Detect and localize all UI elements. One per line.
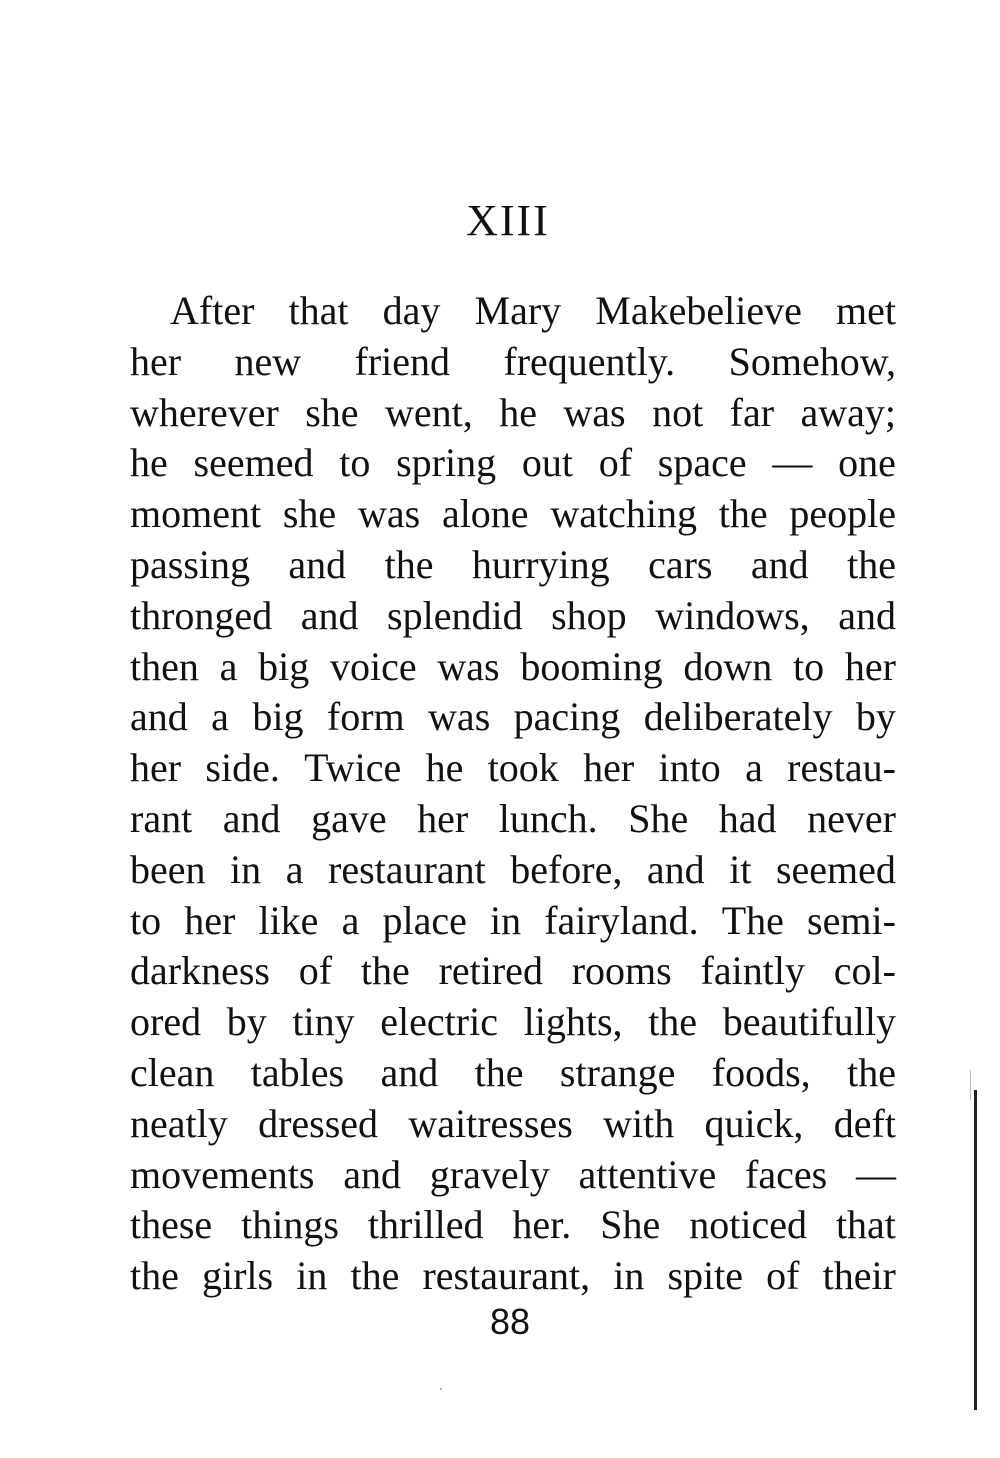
word: rooms	[571, 948, 672, 994]
text-line	[130, 692, 896, 743]
word: was	[563, 389, 626, 435]
word: ored	[130, 999, 202, 1045]
word: and	[300, 592, 359, 638]
word: the	[474, 1049, 524, 1095]
word: semi-	[807, 897, 896, 943]
word: he	[499, 389, 537, 435]
word: spite	[667, 1253, 744, 1299]
word: met	[835, 288, 896, 333]
text-line	[130, 1099, 896, 1150]
word: Mary	[474, 288, 562, 333]
word: her	[130, 745, 182, 791]
word: he	[425, 745, 464, 791]
word: the	[350, 1253, 400, 1299]
word: to	[792, 643, 825, 689]
word: like	[258, 897, 319, 943]
word: a	[341, 897, 360, 943]
word: The	[721, 897, 784, 943]
word: new	[234, 338, 302, 384]
word: windows,	[655, 592, 810, 638]
word: faintly	[700, 948, 805, 994]
word: tables	[250, 1049, 345, 1095]
word: things	[241, 1202, 339, 1248]
text-line	[130, 438, 896, 489]
word: was	[428, 694, 491, 740]
word: deft	[833, 1100, 896, 1146]
text-line	[130, 388, 896, 439]
word: to	[130, 897, 162, 943]
word: dressed	[258, 1100, 379, 1146]
word: frequently.	[503, 338, 676, 384]
word: waitresses	[408, 1100, 573, 1146]
word: her	[844, 643, 896, 689]
word: passing	[130, 541, 250, 587]
word: to	[339, 440, 371, 486]
word: —	[772, 440, 813, 486]
word: day	[382, 288, 441, 333]
word: gravely	[429, 1151, 550, 1197]
text-line	[130, 997, 896, 1048]
word: out	[521, 440, 573, 486]
word: had	[718, 795, 777, 841]
word: quick,	[704, 1100, 804, 1146]
word: After	[170, 288, 255, 333]
word: one	[838, 440, 896, 486]
word: and	[380, 1049, 439, 1095]
text-line	[130, 1200, 896, 1251]
word: faces	[745, 1151, 828, 1197]
word: seemed	[193, 440, 314, 486]
word: and	[288, 541, 347, 587]
word: down	[683, 643, 773, 689]
word: cars	[648, 541, 713, 587]
word: the	[847, 541, 896, 587]
word: friend	[354, 338, 451, 384]
word: away;	[800, 389, 896, 435]
text-line	[130, 946, 896, 997]
word: shop	[551, 592, 627, 638]
word: these	[130, 1202, 213, 1248]
word: the	[360, 948, 410, 994]
word: in	[613, 1253, 645, 1299]
word: movements	[130, 1151, 315, 1197]
word: attentive	[578, 1151, 717, 1197]
word: tiny	[292, 999, 355, 1045]
word: and	[222, 795, 281, 841]
word: rant	[130, 795, 193, 841]
word: splendid	[387, 592, 523, 638]
word: noticed	[689, 1202, 807, 1248]
word: a	[219, 643, 238, 689]
word: the	[384, 541, 434, 587]
word: their	[822, 1253, 896, 1299]
word: gave	[311, 795, 387, 841]
word: Makebelieve	[595, 288, 802, 333]
word: electric	[380, 999, 498, 1045]
text-line	[130, 489, 896, 540]
word: of	[598, 440, 633, 486]
word: she	[282, 491, 337, 537]
word: watching	[550, 491, 697, 537]
word: She	[628, 795, 689, 841]
word: by	[226, 999, 267, 1045]
word: col-	[833, 948, 896, 994]
word: beautifully	[722, 999, 896, 1045]
word: went,	[385, 389, 473, 435]
word: voice	[330, 643, 417, 689]
text-line	[130, 743, 896, 794]
word: alone	[441, 491, 529, 537]
text-line	[130, 845, 896, 896]
word: was	[437, 643, 500, 689]
word: a	[745, 745, 763, 791]
word: of	[298, 948, 333, 994]
word: and	[130, 694, 188, 740]
word: her	[583, 745, 635, 791]
word: it	[729, 846, 752, 892]
word: girls	[201, 1253, 274, 1299]
word: the	[847, 1049, 896, 1095]
scan-dot	[440, 1388, 442, 1390]
word: big	[252, 694, 304, 740]
word: moment	[130, 491, 262, 537]
word: in	[230, 846, 262, 892]
word: restau-	[787, 745, 896, 791]
word: foods,	[711, 1049, 811, 1095]
word: big	[258, 643, 310, 689]
word: a	[211, 694, 229, 740]
word: restaurant	[328, 846, 486, 892]
word: her.	[512, 1202, 572, 1248]
word: pacing	[513, 694, 621, 740]
text-line	[130, 794, 896, 845]
word: never	[807, 795, 896, 841]
word: before,	[510, 846, 623, 892]
text-line	[130, 337, 896, 388]
word: been	[130, 846, 206, 892]
word: by	[855, 694, 896, 740]
word: darkness	[130, 948, 270, 994]
word: lights,	[523, 999, 623, 1045]
word: strange	[559, 1049, 676, 1095]
word: took	[487, 745, 559, 791]
word: hurrying	[471, 541, 610, 587]
word: was	[357, 491, 421, 537]
word: and	[750, 541, 809, 587]
word: that	[288, 288, 349, 333]
word: the	[718, 491, 768, 537]
text-line	[130, 591, 896, 642]
word: the	[648, 999, 698, 1045]
word: then	[130, 643, 199, 689]
scan-edge-line	[974, 1090, 977, 1410]
word: and	[646, 846, 705, 892]
word: place	[382, 897, 467, 943]
word: her	[417, 795, 469, 841]
word: seemed	[775, 846, 896, 892]
word: form	[326, 694, 405, 740]
word: not	[652, 389, 704, 435]
chapter-heading: XIII	[466, 196, 550, 245]
word: thrilled	[367, 1202, 484, 1248]
text-line	[130, 286, 896, 337]
word: he	[130, 440, 168, 486]
word: neatly	[130, 1100, 228, 1146]
word: space	[657, 440, 747, 486]
word: Twice	[304, 745, 402, 791]
word: deliberately	[643, 694, 833, 740]
word: and	[838, 592, 896, 638]
word: that	[835, 1202, 896, 1248]
word: restaurant,	[422, 1253, 591, 1299]
text-line	[130, 642, 896, 693]
word: she	[305, 389, 359, 435]
word: the	[130, 1253, 179, 1299]
word: fairyland.	[544, 897, 699, 943]
text-line	[130, 540, 896, 591]
word: her	[184, 897, 236, 943]
word: into	[658, 745, 721, 791]
word: far	[729, 389, 775, 435]
word: a	[285, 846, 304, 892]
word: —	[856, 1151, 896, 1197]
word: wherever	[130, 389, 279, 435]
word: clean	[130, 1049, 215, 1095]
body-text	[130, 286, 896, 1302]
word: lunch.	[498, 795, 598, 841]
word: spring	[396, 440, 497, 486]
text-line	[130, 1048, 896, 1099]
page-number: 88	[489, 1301, 531, 1342]
word: of	[766, 1253, 800, 1299]
word: with	[603, 1100, 675, 1146]
text-line	[130, 1150, 896, 1201]
word: in	[296, 1253, 328, 1299]
word: Somehow,	[728, 338, 896, 384]
text-line	[130, 896, 896, 947]
word: side.	[205, 745, 280, 791]
word: and	[343, 1151, 401, 1197]
word: thronged	[130, 592, 273, 638]
word: She	[600, 1202, 661, 1248]
word: in	[489, 897, 522, 943]
scan-artifact-line	[970, 1070, 971, 1100]
text-line	[130, 1251, 896, 1302]
word: retired	[438, 948, 543, 994]
word: her	[130, 338, 182, 384]
word: people	[789, 491, 896, 537]
word: booming	[520, 643, 663, 689]
